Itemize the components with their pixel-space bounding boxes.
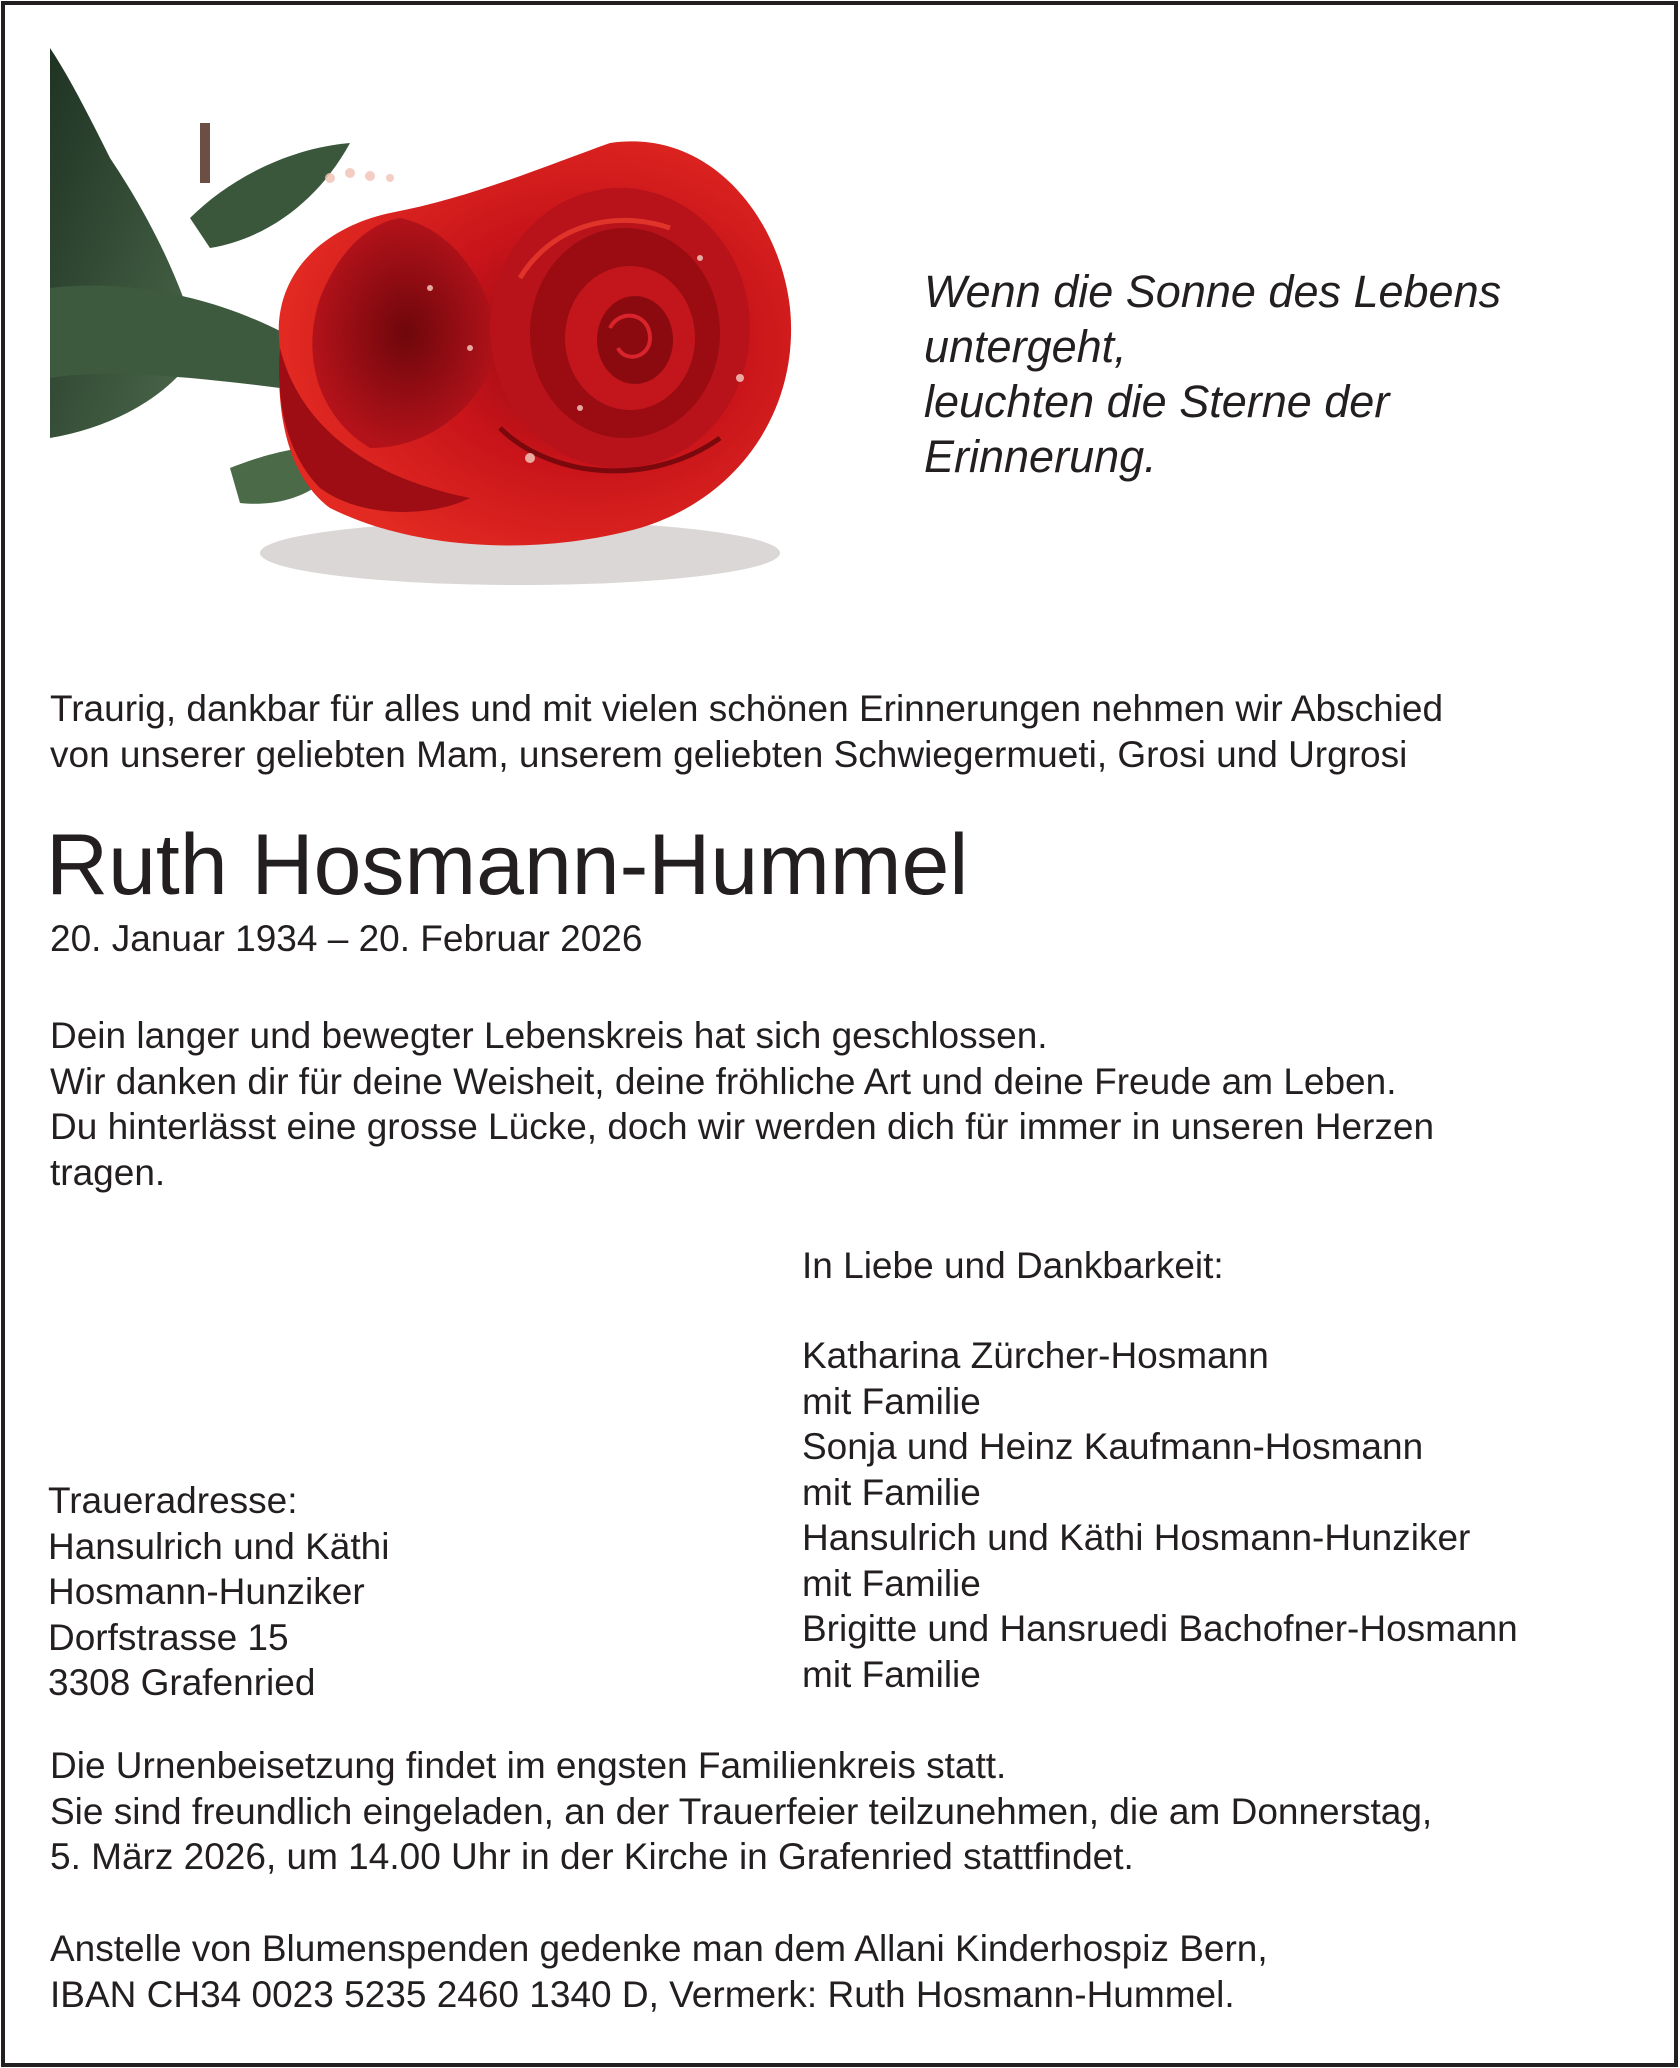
address-line: 3308 Grafenried [48,1662,316,1703]
tribute-text [50,1013,1434,1195]
tribute-line: Du hinterlässt eine grosse Lücke, doch wir werden dich für immer in unseren Herzen [50,1106,1435,1147]
memorial-quote [924,264,1501,484]
quote-line: leuchten die Sterne der [924,376,1390,427]
ceremony-text [50,1743,1432,1880]
quote-line: Wenn die Sonne des Lebens [924,266,1502,317]
mourner-line: mit Familie [802,1471,981,1513]
tribute-line: Dein langer und bewegter Lebenskreis hat sich geschlossen. [50,1015,1048,1056]
mourner-line: Katharina Zürcher-Hosmann [802,1335,1269,1376]
ceremony-line: Sie sind freundlich eingeladen, an der Trauerfeier teilzunehmen, die am Donnerstag, [50,1790,1433,1832]
mourner-line: Sonja und Heinz Kaufmann-Hosmann [802,1426,1424,1467]
intro-text [50,686,1443,777]
mourner-line: mit Familie [802,1653,981,1695]
ceremony-line: 5. März 2026, um 14.00 Uhr in der Kirche in Grafenried stattfindet. [50,1836,1134,1877]
tribute-line: tragen. [50,1151,166,1193]
mourner-line: mit Familie [802,1380,981,1422]
address-line: Hansulrich und Käthi [48,1525,390,1567]
donation-line: Anstelle von Blumenspenden gedenke man dem Allani Kinderhospiz Bern, [50,1928,1268,1969]
ceremony-line: Die Urnenbeisetzung findet im engsten Familienkreis statt. [50,1745,1007,1786]
mourners-heading: In Liebe und Dankbarkeit: [802,1245,1224,1286]
tribute-line: Wir danken dir für deine Weisheit, deine fröhliche Art und deine Freude am Leben. [50,1060,1397,1102]
mourner-line: mit Familie [802,1562,981,1604]
mourner-line: Hansulrich und Käthi Hosmann-Hunziker [802,1517,1471,1558]
rose-image [50,48,840,608]
quote-line: untergeht, [924,321,1127,372]
address-line: Traueradresse: [48,1480,298,1521]
quote-line: Erinnerung. [924,431,1157,482]
intro-line: von unserer geliebten Mam, unserem geliebten Schwiegermueti, Grosi und Urgrosi [50,733,1408,775]
address-line: Hosmann-Hunziker [48,1571,365,1612]
mourner-line: Brigitte und Hansruedi Bachofner-Hosmann [802,1608,1518,1649]
life-dates: 20. Januar 1934 – 20. Februar 2026 [50,918,643,959]
donation-text [50,1926,1268,2017]
mourners-list [802,1333,1518,1697]
donation-line: IBAN CH34 0023 5235 2460 1340 D, Vermerk: Ruth Hosmann-Hummel. [50,1973,1235,2015]
address-line: Dorfstrasse 15 [48,1616,289,1658]
deceased-name: Ruth Hosmann-Hummel [46,817,969,913]
intro-line: Traurig, dankbar für alles und mit vielen schönen Erinnerungen nehmen wir Abschied [50,688,1444,729]
rose-icon [50,48,840,608]
mourning-address [48,1478,389,1706]
